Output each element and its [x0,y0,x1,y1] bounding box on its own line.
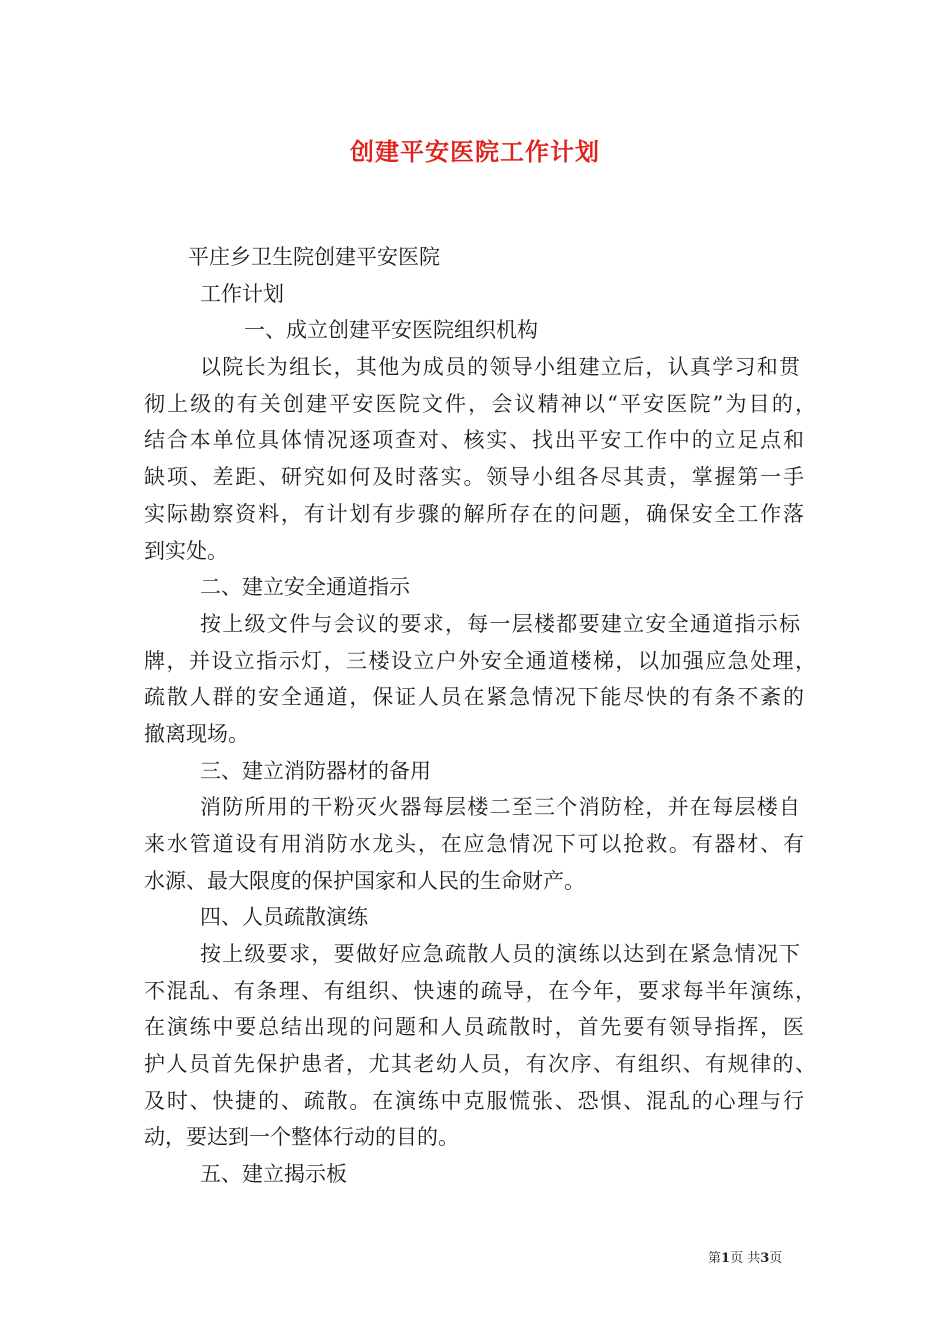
paragraph-line: 牌，并设立指示灯，三楼设立户外安全通道楼梯，以加强应急处理， [144,649,816,673]
paragraph-line: 及时、快捷的、疏散。在演练中克服慌张、恐惧、混乱的心理与行 [144,1089,804,1113]
paragraph-line: 撤离现场。 [144,722,249,746]
section-heading-1: 一、成立创建平安医院组织机构 [244,318,538,342]
paragraph-line: 消防所用的干粉灭火器每层楼二至三个消防栓，并在每层楼自 [200,795,800,819]
paragraph-line: 来水管道设有用消防水龙头，在应急情况下可以抢救。有器材、有 [144,832,804,856]
paragraph-line: 不混乱、有条理、有组织、快速的疏导，在今年，要求每半年演练， [144,979,816,1003]
paragraph-line: 缺项、差距、研究如何及时落实。领导小组各尽其责，掌握第一手 [144,465,804,489]
section-heading-4: 四、人员疏散演练 [200,905,368,929]
footer-total-pages: 3 [760,1251,770,1266]
subtitle-line-1: 平庄乡卫生院创建平安医院 [188,245,440,269]
paragraph-line: 以院长为组长，其他为成员的领导小组建立后，认真学习和贯 [200,355,800,379]
footer-suffix: 页 [769,1251,783,1266]
section-heading-2: 二、建立安全通道指示 [200,575,410,599]
paragraph-line: 到实处。 [144,539,228,563]
paragraph-line: 护人员首先保护患者，尤其老幼人员，有次序、有组织、有规律的、 [144,1052,816,1076]
paragraph-line: 按上级文件与会议的要求，每一层楼都要建立安全通道指示标 [200,612,800,636]
paragraph-line: 结合本单位具体情况逐项查对、核实、找出平安工作中的立足点和 [144,428,804,452]
paragraph-line: 实际勘察资料，有计划有步骤的解所存在的问题，确保安全工作落 [144,502,804,526]
paragraph-line: 在演练中要总结出现的问题和人员疏散时，首先要有领导指挥，医 [144,1015,804,1039]
subtitle-line-2: 工作计划 [200,282,284,306]
footer-middle: 页 共 [730,1251,761,1266]
section-heading-3: 三、建立消防器材的备用 [200,759,431,783]
footer-prefix: 第 [708,1251,722,1266]
paragraph-line: 按上级要求，要做好应急疏散人员的演练以达到在紧急情况下 [200,942,800,966]
section-heading-5: 五、建立揭示板 [200,1162,347,1186]
document-title: 创建平安医院工作计划 [350,137,600,166]
footer-page-number: 1 [721,1251,731,1266]
paragraph-line: 动，要达到一个整体行动的目的。 [144,1125,459,1149]
paragraph-line: 水源、最大限度的保护国家和人民的生命财产。 [144,869,585,893]
page-footer [708,1247,782,1266]
paragraph-line: 疏散人群的安全通道，保证人员在紧急情况下能尽快的有条不紊的 [144,685,804,709]
paragraph-line: 彻上级的有关创建平安医院文件，会议精神以“平安医院”为目的， [144,392,816,416]
